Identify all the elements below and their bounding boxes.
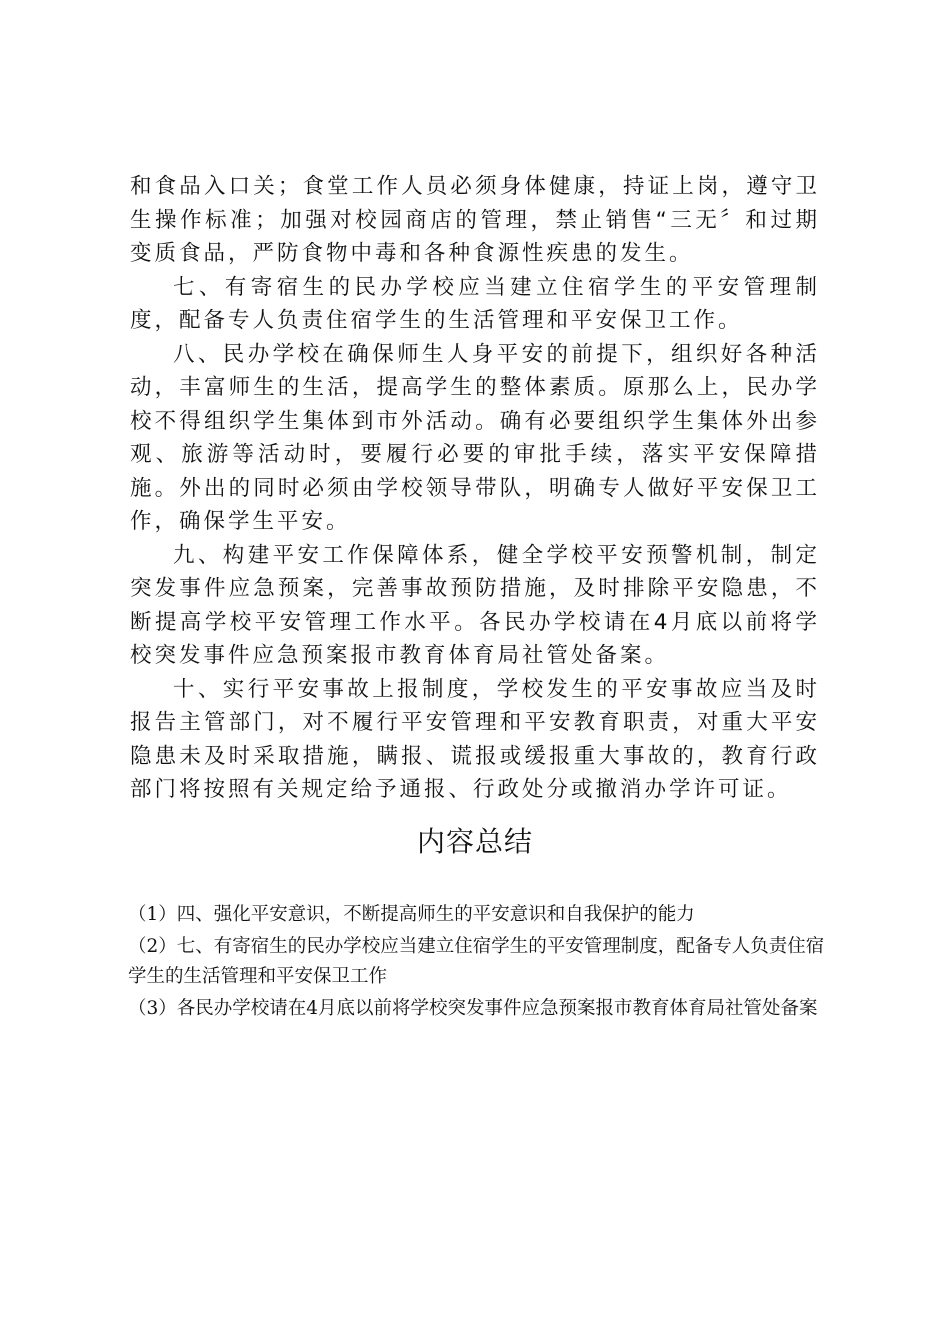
paragraph-item-7: 七、有寄宿生的民办学校应当建立住宿学生的平安管理制度，配备专人负责住宿学生的生活管理和平安保卫工作。 (130, 274, 820, 333)
paragraph-item-10: 十、实行平安事故上报制度，学校发生的平安事故应当及时报告主管部门，对不履行平安管理和平安教育职责，对重大平安隐患未及时采取措施，瞒报、谎报或缓报重大事故的，教育行政部门将按照有关规定给予通报、行政处分或撤消办学许可证。 (130, 676, 820, 802)
summary-item-2: （2）七、有寄宿生的民办学校应当建立住宿学生的平安管理制度，配备专人负责住宿学生的生活管理和平安保卫工作 (128, 936, 825, 987)
paragraph-item-9: 九、构建平安工作保障体系，健全学校平安预警机制，制定突发事件应急预案，完善事故预防措施，及时排除平安隐患，不断提高学校平安管理工作水平。各民办学校请在4月底以前将学校突发事件应急预案报市教育体育局社管处备案。 (130, 542, 820, 668)
summary-list (128, 900, 828, 1026)
paragraph-item-8: 八、民办学校在确保师生人身平安的前提下，组织好各种活动，丰富师生的生活，提高学生的整体素质。原那么上，民办学校不得组织学生集体到市外活动。确有必要组织学生集体外出参观、旅游等活动时，要履行必要的审批手续，落实平安保障措施。外出的同时必须由学校领导带队，明确专人做好平安保卫工作，确保学生平安。 (130, 341, 820, 534)
summary-item-1: （1）四、强化平安意识，不断提高师生的平安意识和自我保护的能力 (128, 904, 695, 925)
summary-item-3: （3）各民办学校请在4月底以前将学校突发事件应急预案报市教育体育局社管处备案 (128, 998, 818, 1019)
document-body (130, 170, 820, 807)
paragraph-continuation: 和食品入口关；食堂工作人员必须身体健康，持证上岗，遵守卫生操作标准；加强对校园商店的管理，禁止销售“三无〞和过期变质食品，严防食物中毒和各种食源性疾患的发生。 (130, 174, 820, 266)
summary-heading: 内容总结 (416, 825, 533, 858)
